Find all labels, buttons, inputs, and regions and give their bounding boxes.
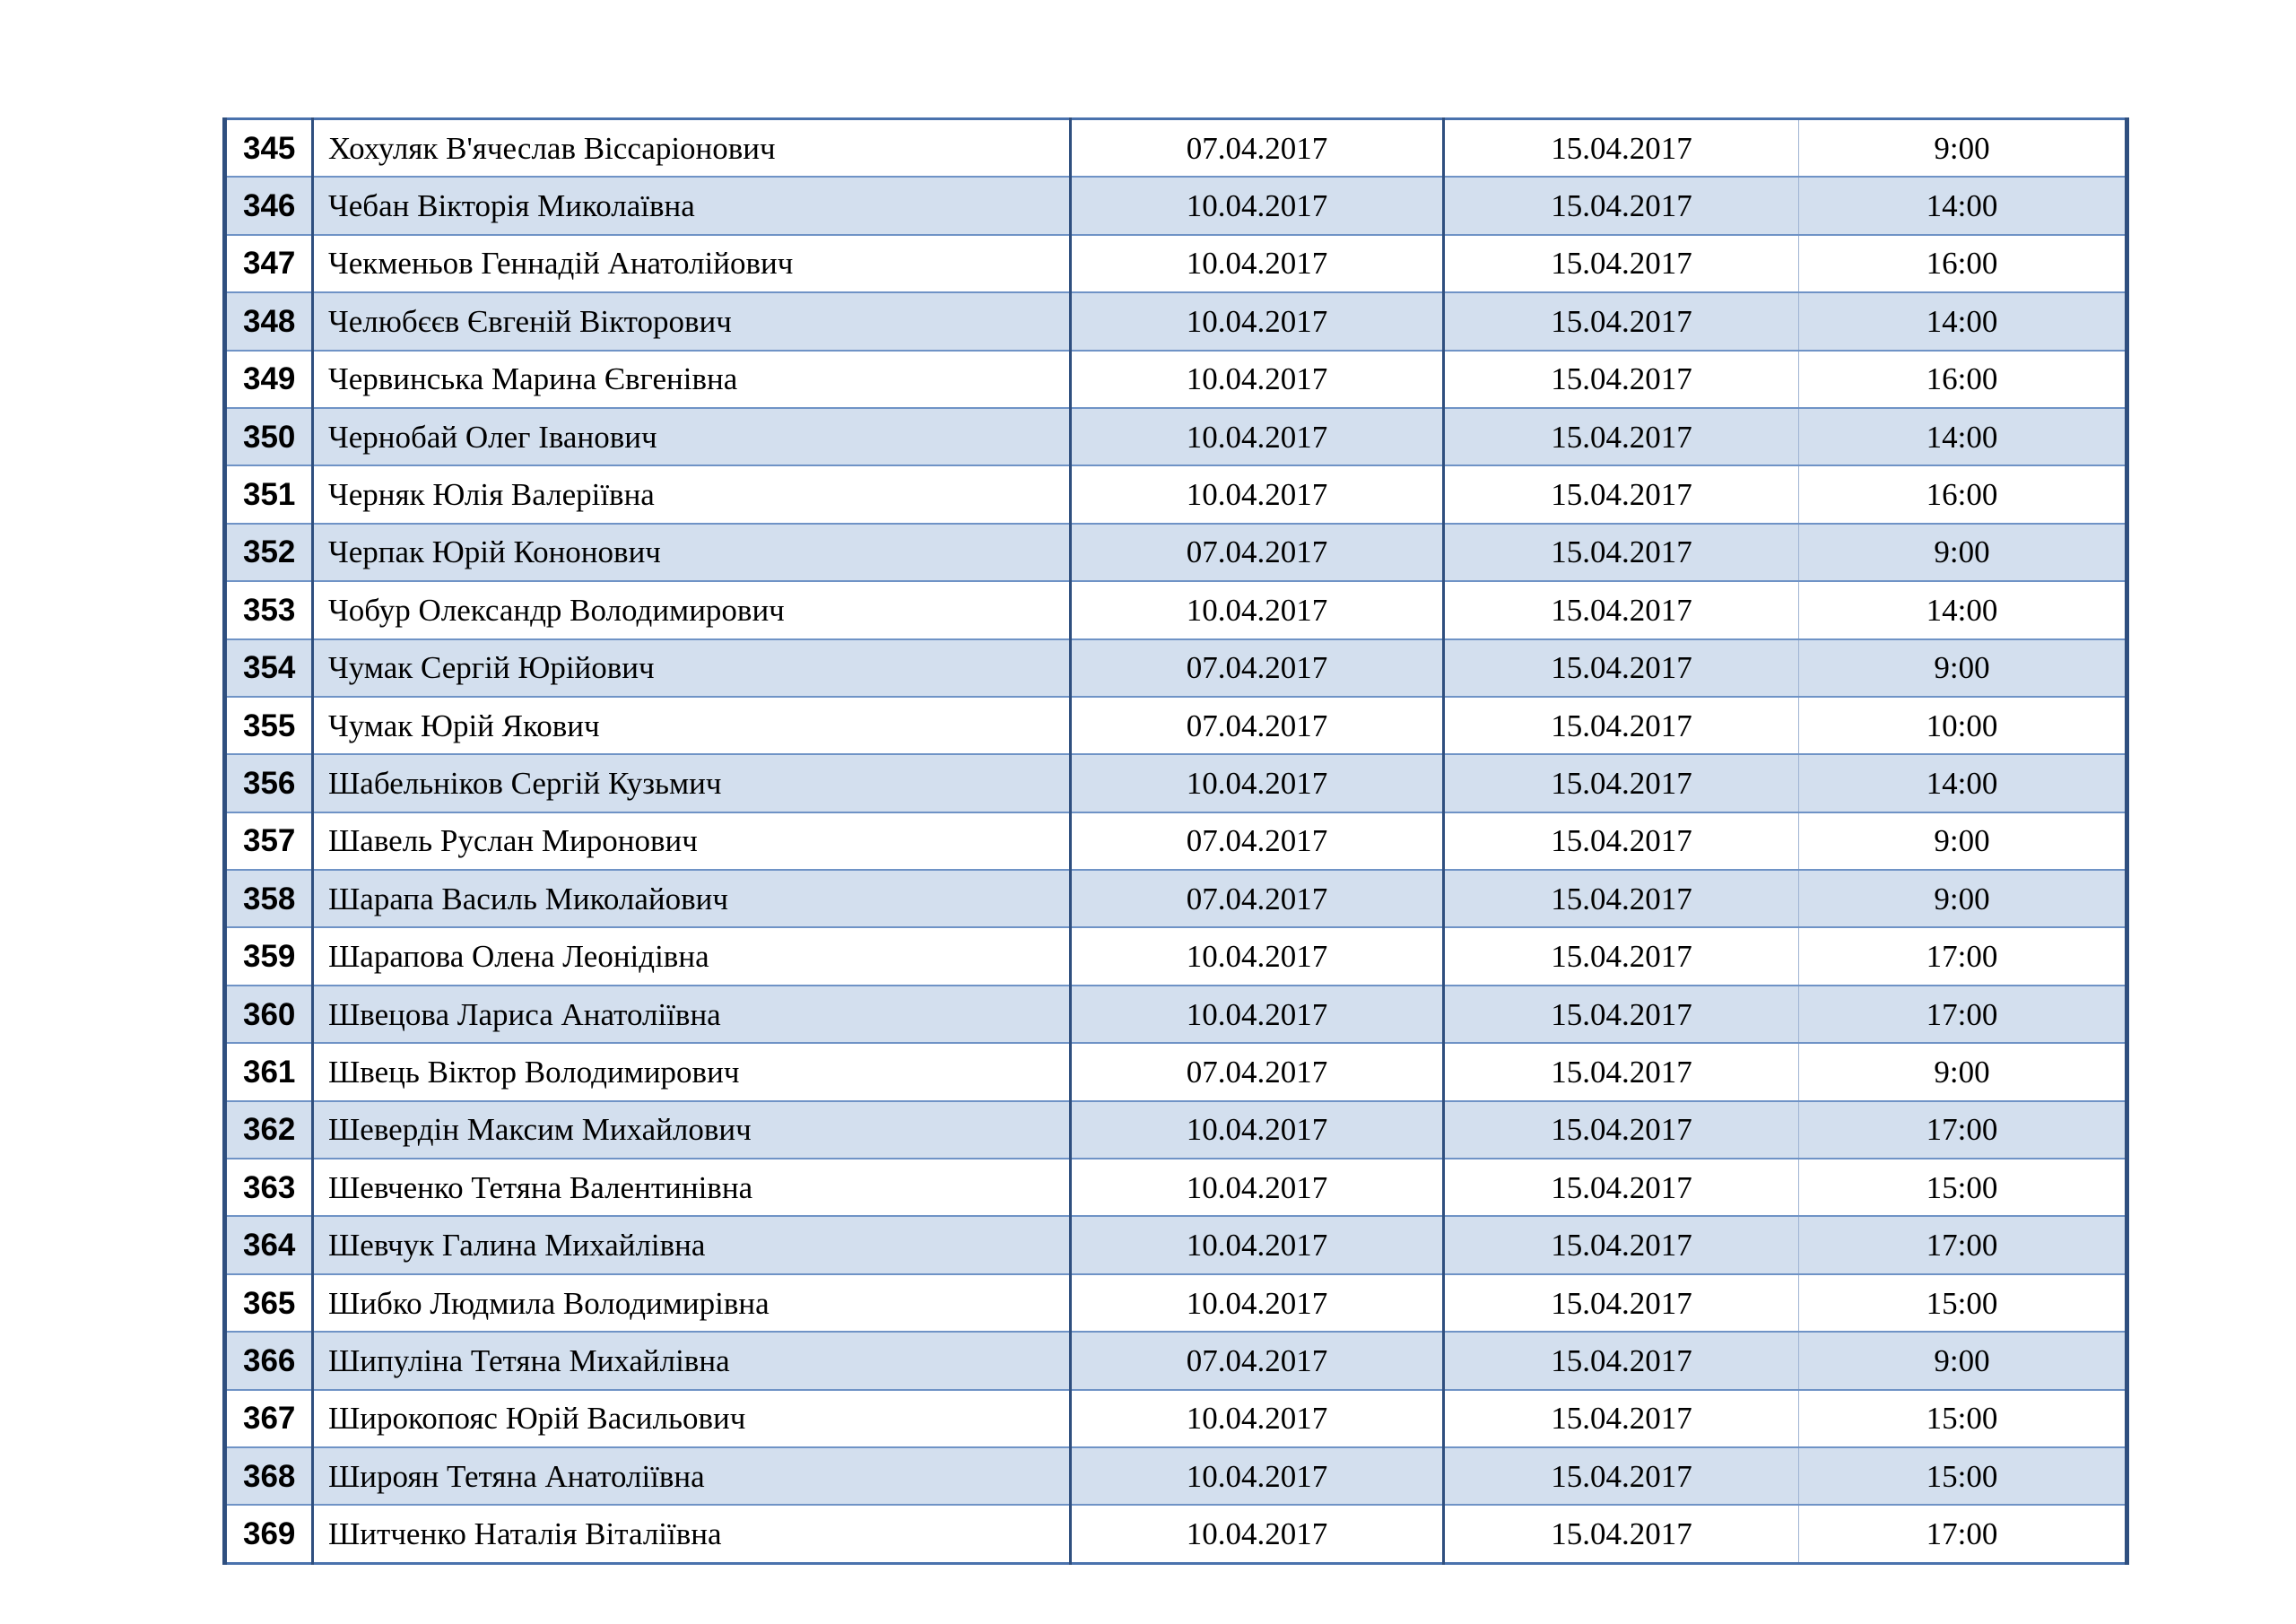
- table-row: [225, 292, 2127, 350]
- table-row: [225, 1505, 2127, 1563]
- person-name: Шевчук Галина Михайлівна: [313, 1216, 1071, 1273]
- row-number: 360: [225, 986, 313, 1043]
- first-date: 10.04.2017: [1071, 1447, 1444, 1505]
- time-slot: 16:00: [1799, 351, 2127, 408]
- table-row: [225, 465, 2127, 523]
- first-date: 10.04.2017: [1071, 1159, 1444, 1216]
- time-slot: 17:00: [1799, 927, 2127, 985]
- person-name: Черпак Юрій Кононович: [313, 524, 1071, 581]
- table-row: [225, 1447, 2127, 1505]
- second-date: 15.04.2017: [1444, 986, 1799, 1043]
- first-date: 10.04.2017: [1071, 465, 1444, 523]
- row-number: 355: [225, 697, 313, 754]
- table-row: [225, 639, 2127, 697]
- table-row: [225, 581, 2127, 638]
- time-slot: 17:00: [1799, 1101, 2127, 1159]
- second-date: 15.04.2017: [1444, 119, 1799, 178]
- first-date: 10.04.2017: [1071, 408, 1444, 465]
- first-date: 07.04.2017: [1071, 524, 1444, 581]
- time-slot: 15:00: [1799, 1447, 2127, 1505]
- time-slot: 17:00: [1799, 986, 2127, 1043]
- table-row: [225, 754, 2127, 812]
- time-slot: 9:00: [1799, 1332, 2127, 1389]
- first-date: 10.04.2017: [1071, 1505, 1444, 1563]
- second-date: 15.04.2017: [1444, 1390, 1799, 1447]
- time-slot: 17:00: [1799, 1505, 2127, 1563]
- time-slot: 16:00: [1799, 465, 2127, 523]
- time-slot: 14:00: [1799, 292, 2127, 350]
- first-date: 10.04.2017: [1071, 235, 1444, 292]
- row-number: 354: [225, 639, 313, 697]
- row-number: 368: [225, 1447, 313, 1505]
- second-date: 15.04.2017: [1444, 177, 1799, 234]
- row-number: 353: [225, 581, 313, 638]
- person-name: Червинська Марина Євгенівна: [313, 351, 1071, 408]
- person-name: Шабельніков Сергій Кузьмич: [313, 754, 1071, 812]
- second-date: 15.04.2017: [1444, 927, 1799, 985]
- first-date: 10.04.2017: [1071, 1390, 1444, 1447]
- schedule-table: [222, 117, 2129, 1565]
- first-date: 10.04.2017: [1071, 177, 1444, 234]
- person-name: Широкопояс Юрій Васильович: [313, 1390, 1071, 1447]
- person-name: Чумак Юрій Якович: [313, 697, 1071, 754]
- table-row: [225, 119, 2127, 178]
- first-date: 10.04.2017: [1071, 292, 1444, 350]
- first-date: 07.04.2017: [1071, 1043, 1444, 1100]
- person-name: Шевердін Максим Михайлович: [313, 1101, 1071, 1159]
- time-slot: 9:00: [1799, 1043, 2127, 1100]
- row-number: 358: [225, 870, 313, 927]
- second-date: 15.04.2017: [1444, 524, 1799, 581]
- person-name: Чебан Вікторія Миколаївна: [313, 177, 1071, 234]
- row-number: 348: [225, 292, 313, 350]
- time-slot: 14:00: [1799, 581, 2127, 638]
- row-number: 345: [225, 119, 313, 178]
- person-name: Швець Віктор Володимирович: [313, 1043, 1071, 1100]
- person-name: Шипуліна Тетяна Михайлівна: [313, 1332, 1071, 1389]
- row-number: 346: [225, 177, 313, 234]
- time-slot: 16:00: [1799, 235, 2127, 292]
- row-number: 367: [225, 1390, 313, 1447]
- person-name: Шевченко Тетяна Валентинівна: [313, 1159, 1071, 1216]
- second-date: 15.04.2017: [1444, 1332, 1799, 1389]
- table-row: [225, 986, 2127, 1043]
- second-date: 15.04.2017: [1444, 812, 1799, 870]
- row-number: 349: [225, 351, 313, 408]
- first-date: 10.04.2017: [1071, 581, 1444, 638]
- time-slot: 9:00: [1799, 119, 2127, 178]
- first-date: 07.04.2017: [1071, 812, 1444, 870]
- first-date: 07.04.2017: [1071, 870, 1444, 927]
- person-name: Швецова Лариса Анатоліївна: [313, 986, 1071, 1043]
- table-row: [225, 927, 2127, 985]
- second-date: 15.04.2017: [1444, 1505, 1799, 1563]
- row-number: 365: [225, 1274, 313, 1332]
- first-date: 07.04.2017: [1071, 1332, 1444, 1389]
- time-slot: 14:00: [1799, 408, 2127, 465]
- second-date: 15.04.2017: [1444, 1274, 1799, 1332]
- row-number: 364: [225, 1216, 313, 1273]
- person-name: Шарапова Олена Леонідівна: [313, 927, 1071, 985]
- person-name: Чернобай Олег Іванович: [313, 408, 1071, 465]
- second-date: 15.04.2017: [1444, 408, 1799, 465]
- time-slot: 14:00: [1799, 754, 2127, 812]
- person-name: Шавель Руслан Миронович: [313, 812, 1071, 870]
- time-slot: 15:00: [1799, 1159, 2127, 1216]
- table-row: [225, 1390, 2127, 1447]
- person-name: Хохуляк В'ячеслав Віссаріонович: [313, 119, 1071, 178]
- table-row: [225, 1332, 2127, 1389]
- time-slot: 10:00: [1799, 697, 2127, 754]
- table-row: [225, 408, 2127, 465]
- second-date: 15.04.2017: [1444, 351, 1799, 408]
- person-name: Чекменьов Геннадій Анатолійович: [313, 235, 1071, 292]
- second-date: 15.04.2017: [1444, 465, 1799, 523]
- table-row: [225, 351, 2127, 408]
- row-number: 352: [225, 524, 313, 581]
- table-row: [225, 1159, 2127, 1216]
- second-date: 15.04.2017: [1444, 697, 1799, 754]
- time-slot: 15:00: [1799, 1274, 2127, 1332]
- first-date: 10.04.2017: [1071, 927, 1444, 985]
- table-row: [225, 524, 2127, 581]
- second-date: 15.04.2017: [1444, 1216, 1799, 1273]
- person-name: Широян Тетяна Анатоліївна: [313, 1447, 1071, 1505]
- time-slot: 9:00: [1799, 639, 2127, 697]
- row-number: 357: [225, 812, 313, 870]
- second-date: 15.04.2017: [1444, 1447, 1799, 1505]
- second-date: 15.04.2017: [1444, 1101, 1799, 1159]
- row-number: 369: [225, 1505, 313, 1563]
- schedule-table-body: [225, 119, 2127, 1564]
- second-date: 15.04.2017: [1444, 292, 1799, 350]
- first-date: 10.04.2017: [1071, 986, 1444, 1043]
- person-name: Черняк Юлія Валеріївна: [313, 465, 1071, 523]
- table-row: [225, 235, 2127, 292]
- second-date: 15.04.2017: [1444, 1159, 1799, 1216]
- row-number: 363: [225, 1159, 313, 1216]
- table-row: [225, 870, 2127, 927]
- first-date: 10.04.2017: [1071, 351, 1444, 408]
- person-name: Шитченко Наталія Віталіївна: [313, 1505, 1071, 1563]
- table-row: [225, 1274, 2127, 1332]
- table-row: [225, 1101, 2127, 1159]
- second-date: 15.04.2017: [1444, 581, 1799, 638]
- first-date: 10.04.2017: [1071, 754, 1444, 812]
- time-slot: 15:00: [1799, 1390, 2127, 1447]
- time-slot: 9:00: [1799, 524, 2127, 581]
- second-date: 15.04.2017: [1444, 1043, 1799, 1100]
- table-row: [225, 697, 2127, 754]
- row-number: 362: [225, 1101, 313, 1159]
- time-slot: 17:00: [1799, 1216, 2127, 1273]
- row-number: 351: [225, 465, 313, 523]
- table-row: [225, 1216, 2127, 1273]
- first-date: 07.04.2017: [1071, 119, 1444, 178]
- first-date: 10.04.2017: [1071, 1101, 1444, 1159]
- row-number: 350: [225, 408, 313, 465]
- first-date: 10.04.2017: [1071, 1216, 1444, 1273]
- table-row: [225, 1043, 2127, 1100]
- row-number: 347: [225, 235, 313, 292]
- row-number: 366: [225, 1332, 313, 1389]
- row-number: 361: [225, 1043, 313, 1100]
- time-slot: 14:00: [1799, 177, 2127, 234]
- time-slot: 9:00: [1799, 812, 2127, 870]
- person-name: Чумак Сергій Юрійович: [313, 639, 1071, 697]
- second-date: 15.04.2017: [1444, 754, 1799, 812]
- first-date: 10.04.2017: [1071, 1274, 1444, 1332]
- time-slot: 9:00: [1799, 870, 2127, 927]
- first-date: 07.04.2017: [1071, 697, 1444, 754]
- person-name: Чобур Олександр Володимирович: [313, 581, 1071, 638]
- table-row: [225, 812, 2127, 870]
- table-row: [225, 177, 2127, 234]
- person-name: Шибко Людмила Володимирівна: [313, 1274, 1071, 1332]
- second-date: 15.04.2017: [1444, 870, 1799, 927]
- second-date: 15.04.2017: [1444, 639, 1799, 697]
- first-date: 07.04.2017: [1071, 639, 1444, 697]
- second-date: 15.04.2017: [1444, 235, 1799, 292]
- row-number: 356: [225, 754, 313, 812]
- person-name: Челюбєєв Євгеній Вікторович: [313, 292, 1071, 350]
- row-number: 359: [225, 927, 313, 985]
- person-name: Шарапа Василь Миколайович: [313, 870, 1071, 927]
